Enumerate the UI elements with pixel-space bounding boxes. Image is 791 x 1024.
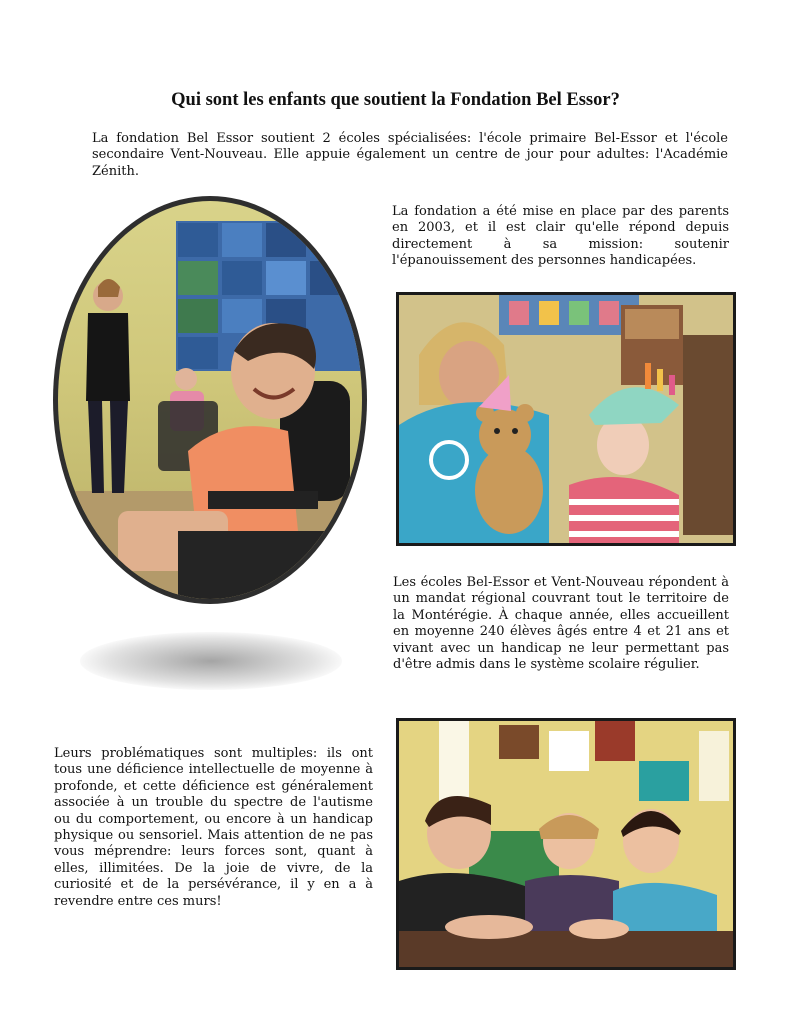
wheelchair-boy-photo <box>58 201 362 599</box>
oval-photo-frame <box>53 196 367 604</box>
oval-drop-shadow <box>80 632 342 690</box>
page-title: Qui sont les enfants que soutient la Fondation Bel Essor? <box>171 90 620 110</box>
founding-paragraph: La fondation a été mise en place par des parents en 2003, et il est clair qu'elle répond depuis directement à sa mission: soutenir l'épanouissement des personnes handicapées. <box>392 204 729 269</box>
teddy-bear-party-illustration <box>399 295 733 543</box>
wheelchair-boy-illustration <box>58 201 362 599</box>
classroom-group-illustration <box>399 721 733 967</box>
schools-paragraph: Les écoles Bel-Essor et Vent-Nouveau répondent à un mandat régional couvrant tout le territoire de la Montérégie. À chaque année, elles accueillent en moyenne 240 élèves âgés entre 4 et 21 ans et vivant avec un handicap ne leur permettant pas d'être admis dans le système scolaire régulier. <box>393 575 729 673</box>
challenges-paragraph: Leurs problématiques sont multiples: ils ont tous une déficience intellectuelle de moyenne à profonde, et cette déficience est généralement associée à un trouble du spectre de l'autisme ou du comportement, ou encore à un handicap physique ou sensoriel. Mais attention de ne pas vous méprendre: leurs forces sont, quant à elles, illimitées. De la joie de vivre, de la curiosité et de la persévérance, il y en a à revendre entre ces murs! <box>54 746 373 909</box>
teddy-bear-party-photo <box>396 292 736 546</box>
intro-paragraph: La fondation Bel Essor soutient 2 écoles spécialisées: l'école primaire Bel-Essor et l'école secondaire Vent-Nouveau. Elle appuie également un centre de jour pour adultes: l'Académie Zénith. <box>92 131 728 179</box>
classroom-group-photo <box>396 718 736 970</box>
